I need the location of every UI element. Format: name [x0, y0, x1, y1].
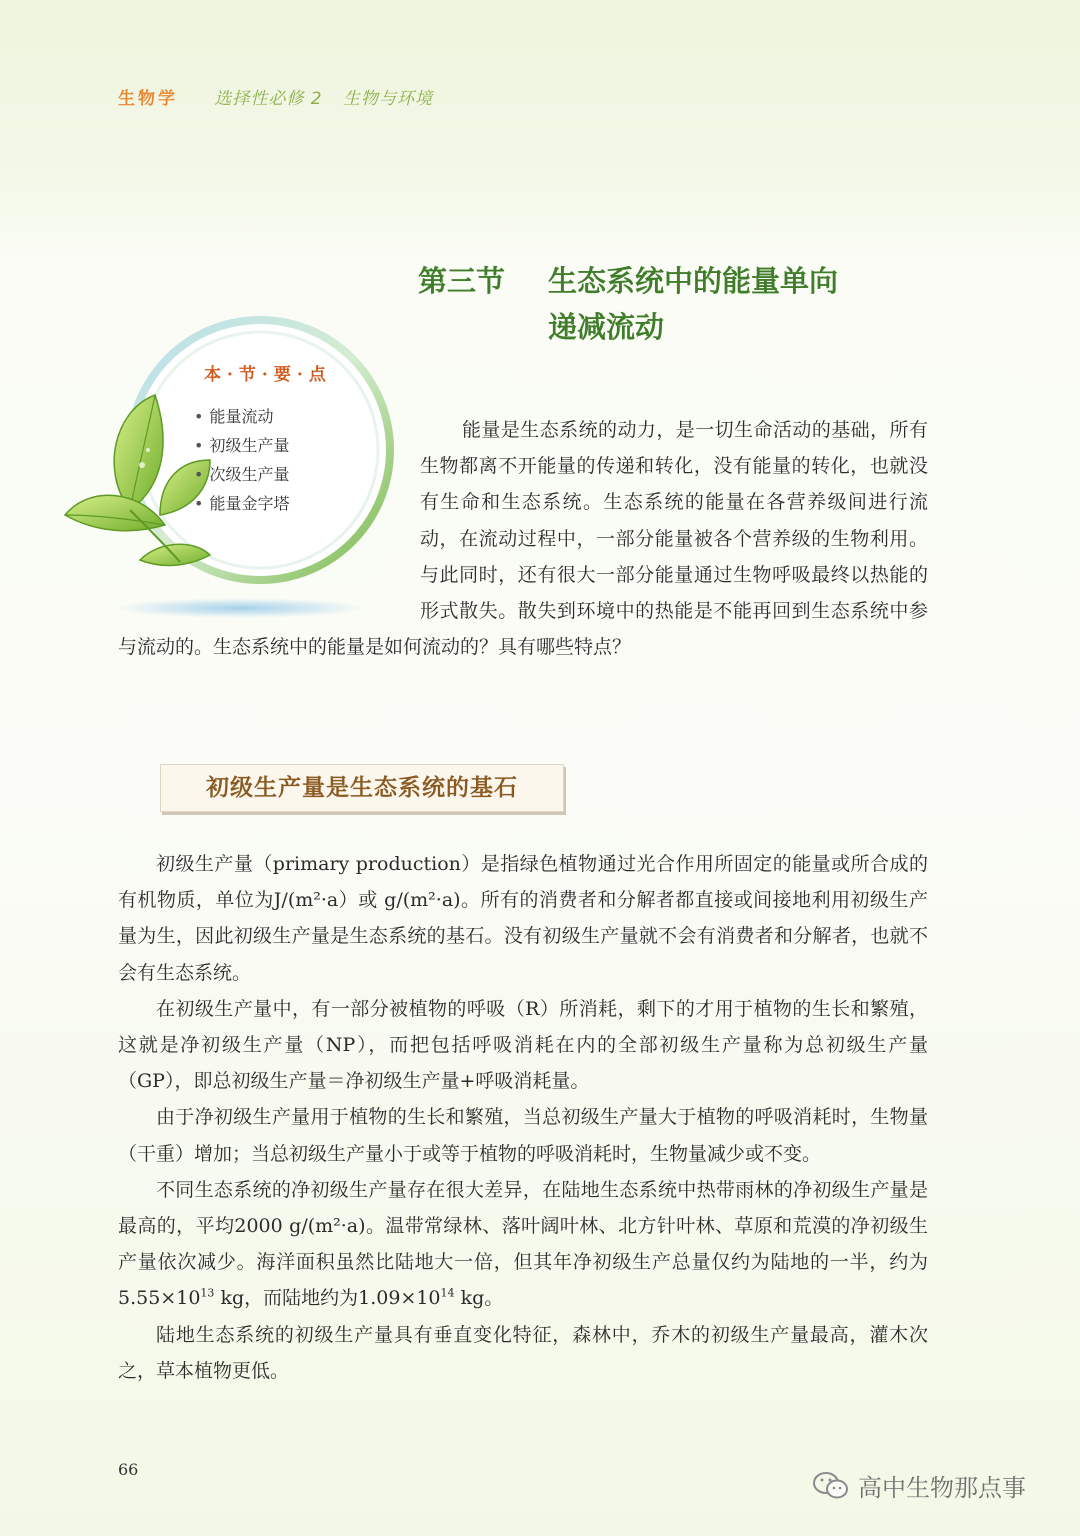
paragraph-1: 初级生产量（primary production）是指绿色植物通过光合作用所固定的能量或所合成的有机物质，单位为J/(m²·a）或 g/(m²·a)。所有的消费者和分解者都直接或间接地利用初级生产量为生，因此初级生产量是生态系统的基石。没有初级生产量就不会有消费者和分解者，也就不会有生态系统。: [118, 853, 928, 984]
subject-label: 生物学: [118, 89, 178, 109]
section-number: 第三节: [418, 264, 506, 298]
exponent: 13: [200, 1287, 215, 1301]
intro-text: 能量是生态系统的动力，是一切生命活动的基础，所有生物都离不开能量的传递和转化，没有能量的转化，也就没有生命和生态系统。生态系统的能量在各营养级间进行流动，在流动过程中，一部分能量被各个营养级的生物利用。与此同时，还有很大一部分能量通过生物呼吸最终以热能的形式散失。散失到环境中的热能是不能再回到生态系统中参与流动的。生态系统中的能量是如何流动的？具有哪些特点？: [118, 419, 928, 659]
subsection-heading: [160, 764, 564, 812]
unit-label: 生物与环境: [343, 89, 434, 109]
wechat-icon: [812, 1470, 850, 1502]
subsection-title: 初级生产量是生态系统的基石: [206, 775, 518, 801]
exponent: 14: [440, 1287, 455, 1301]
key-point-item: • 次级生产量: [194, 460, 289, 489]
key-point-item: • 能量流动: [194, 402, 289, 431]
key-point-item: • 初级生产量: [194, 431, 289, 460]
page-number: 66: [118, 1460, 139, 1479]
running-head: [118, 84, 433, 109]
paragraph-2: 在初级生产量中，有一部分被植物的呼吸（R）所消耗，剩下的才用于植物的生长和繁殖，这就是净初级生产量（NP），而把包括呼吸消耗在内的全部初级生产量称为总初级生产量（GP），即总初级生产量＝净初级生产量+呼吸消耗量。: [118, 997, 928, 1093]
paragraph-5: 陆地生态系统的初级生产量具有垂直变化特征，森林中，乔木的初级生产量最高，灌木次之，草本植物更低。: [118, 1323, 928, 1382]
section-title-line2: 递减流动: [548, 310, 665, 344]
section-title: [418, 258, 838, 350]
watermark-text: 高中生物那点事: [858, 1474, 1026, 1502]
intro-paragraph: [118, 412, 928, 665]
watermark: [812, 1468, 1026, 1503]
paragraph-3: 由于净初级生产量用于植物的生长和繁殖，当总初级生产量大于植物的呼吸消耗时，生物量（干重）增加；当总初级生产量小于或等于植物的呼吸消耗时，生物量减少或不变。: [118, 1106, 928, 1165]
book-label: 选择性必修 2: [214, 89, 323, 109]
key-point-item: • 能量金字塔: [194, 489, 289, 518]
section-title-line1: 生态系统中的能量单向: [548, 264, 839, 298]
paragraph-4: 不同生态系统的净初级生产量存在很大差异，在陆地生态系统中热带雨林的净初级生产量是最高的，平均2000 g/(m²·a)。温带常绿林、落叶阔叶林、北方针叶林、草原和荒漠的净初级生产量依次减少。海洋面积虽然比陆地大一倍，但其年净初级生产总量仅约为陆地的一半，约为$5.55\times 10^{13}$ kg，而陆地约为$1.09\times 10^{14}$ kg。: [118, 1178, 928, 1310]
body-text: [118, 846, 928, 1389]
key-points-title: 本·节·要·点: [204, 365, 332, 385]
